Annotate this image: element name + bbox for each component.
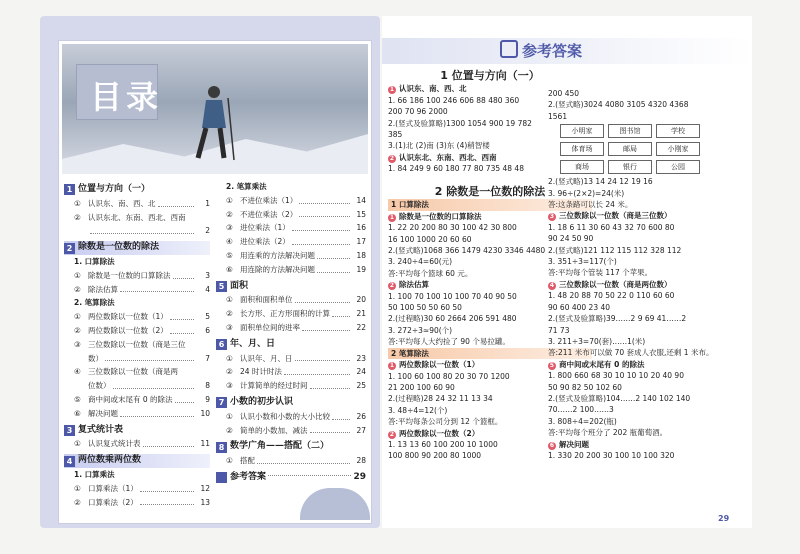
page-ref: 25 xyxy=(356,381,366,391)
toc-item[interactable] xyxy=(216,410,366,424)
toc-section[interactable] xyxy=(64,183,210,197)
answer-line: 70……2 100……3 xyxy=(548,405,614,415)
page-ref: 23 xyxy=(356,353,366,363)
leader-dots xyxy=(105,352,194,362)
section-title: 面积 xyxy=(230,280,249,291)
toc-item[interactable] xyxy=(64,310,210,324)
item-title: 认识年、月、日 xyxy=(240,353,293,363)
answer-topic xyxy=(548,439,748,450)
section-number: 1 xyxy=(64,184,75,195)
answer-line: 90 24 50 90 xyxy=(548,234,594,244)
book-icon xyxy=(500,40,518,58)
item-title: 口算乘法（1） xyxy=(88,483,138,493)
answers-col2 xyxy=(548,88,748,461)
item-title: 认识东、南、西、北 xyxy=(88,198,156,208)
item-marker: ② xyxy=(226,309,233,319)
answer-line: 50 90 82 50 102 60 xyxy=(548,382,622,392)
answer-line: 3.(1)北 (2)南 (3)东 (4)稍智楼 xyxy=(388,141,490,151)
answer-topic xyxy=(548,359,748,370)
topic-number: 3 xyxy=(549,213,555,221)
grid-cell: 邮局 xyxy=(608,142,652,156)
item-marker xyxy=(74,352,88,366)
leader-dots xyxy=(90,224,194,234)
item-marker: ⑤ xyxy=(74,394,81,404)
leader-dots xyxy=(332,307,350,317)
answer-line: 3. 96÷(2×2)=24(米) xyxy=(548,188,625,198)
grid-cell: 学校 xyxy=(656,124,700,138)
section-title: 复式统计表 xyxy=(78,424,124,435)
grid-cell: 银行 xyxy=(608,160,652,174)
item-marker: ② xyxy=(226,425,233,435)
item-title: 两位数除以一位数（1） xyxy=(88,312,168,322)
section-number: 2 xyxy=(64,243,75,254)
answer-line: 1561 xyxy=(548,111,568,121)
toc-item[interactable] xyxy=(64,407,210,421)
toc-item[interactable] xyxy=(64,352,210,366)
answer-line: 2.(竖式略)1068 366 1479 4230 3346 4480 xyxy=(388,246,546,256)
topic-title: 解决问题 xyxy=(559,439,589,449)
answer-line: 答:这条路可以长 24 米。 xyxy=(548,200,633,210)
leader-dots xyxy=(299,194,350,204)
page-ref: 28 xyxy=(356,456,366,466)
item-title: 解决问题 xyxy=(88,408,118,418)
answer-line: 2.(竖式略)13 14 24 12 19 16 xyxy=(548,177,653,187)
toc-item[interactable] xyxy=(216,424,366,438)
leader-dots xyxy=(140,482,194,492)
item-title: 位数） xyxy=(88,381,111,391)
page-ref: 18 xyxy=(356,250,366,260)
leader-dots xyxy=(302,321,350,331)
toc-right-column xyxy=(216,180,366,485)
section-title: 参考答案 xyxy=(230,471,267,482)
page-ref: 29 xyxy=(353,471,366,482)
direction-grid xyxy=(560,124,748,174)
leader-dots xyxy=(332,410,350,420)
item-marker: ① xyxy=(74,198,81,208)
item-title: 面积单位间的进率 xyxy=(240,322,300,332)
answer-line: 答:平均每个班分了 202 瓶葡萄酒。 xyxy=(548,428,668,438)
item-title: 三位数除以一位数（商是两 xyxy=(88,367,178,377)
leader-dots xyxy=(292,235,350,245)
answer-line: 1. 48 20 88 70 50 22 0 110 60 60 xyxy=(548,291,675,301)
page-ref: 27 xyxy=(356,425,366,435)
answer-line: 3. 272÷3≈90(个) xyxy=(388,325,453,335)
item-title: 长方形、正方形面积的计算 xyxy=(240,309,330,319)
grid-cell: 小明家 xyxy=(560,124,604,138)
toc-item[interactable] xyxy=(64,393,210,407)
topic-title: 两位数除以一位数（2） xyxy=(399,428,480,438)
item-marker: ① xyxy=(74,270,81,280)
answer-line: 1. 100 70 100 10 100 70 40 90 50 xyxy=(388,291,517,301)
toc-section[interactable] xyxy=(216,471,366,485)
toc-item[interactable] xyxy=(216,194,366,208)
toc-item[interactable] xyxy=(64,269,210,283)
answer-line: 3. 48÷4=12(个) xyxy=(388,405,448,415)
page-ref: 17 xyxy=(356,237,366,247)
section-number xyxy=(216,472,227,483)
item-marker: ① xyxy=(226,456,233,466)
toc-section[interactable] xyxy=(64,241,210,255)
page-ref: 10 xyxy=(200,408,210,418)
topic-title: 认识东北、东南、西北、西南 xyxy=(399,152,497,162)
grid-cell: 小刚家 xyxy=(656,142,700,156)
item-title: 不进位乘法（1） xyxy=(240,195,298,205)
section-number: 4 xyxy=(64,456,75,467)
leader-dots xyxy=(158,197,195,207)
page-ref: 21 xyxy=(356,309,366,319)
answer-line: 2.(竖式及验算略)1300 1054 900 19 782 xyxy=(388,118,532,128)
answer-line: 100 800 90 200 80 1000 xyxy=(388,451,482,461)
page-ref: 11 xyxy=(200,439,210,449)
leader-dots xyxy=(173,269,195,279)
answer-subsection: 1 口算除法 xyxy=(388,199,592,210)
item-marker: ④ xyxy=(226,237,233,247)
answer-line: 50 100 50 50 60 50 xyxy=(388,303,462,313)
page-ref: 20 xyxy=(356,295,366,305)
answer-line: 200 450 xyxy=(548,89,580,98)
answer-subsection: 2 笔算除法 xyxy=(388,348,592,359)
toc-item[interactable] xyxy=(64,211,210,225)
toc-item[interactable] xyxy=(216,365,366,379)
leader-dots xyxy=(310,379,351,389)
item-title: 商中间或末尾有 0 的除法 xyxy=(88,394,173,404)
toc-item[interactable] xyxy=(216,263,366,277)
item-marker: ② xyxy=(74,497,81,507)
section-number: 6 xyxy=(216,339,227,350)
item-title: 除法估算 xyxy=(88,284,118,294)
answers-title: 参考答案 xyxy=(522,42,583,60)
section-number: 7 xyxy=(216,397,227,408)
page-ref: 2 xyxy=(205,226,210,236)
page-ref: 24 xyxy=(356,367,366,377)
answer-line: 16 100 1000 20 60 60 xyxy=(388,234,472,244)
toc-subheading: 2. 笔算除法 xyxy=(74,298,115,308)
item-marker: ③ xyxy=(74,339,81,349)
topic-title: 除数是一位数的口算除法 xyxy=(399,211,482,221)
toc-item[interactable] xyxy=(64,482,210,496)
leader-dots xyxy=(299,208,350,218)
topic-number: 6 xyxy=(549,441,555,449)
item-marker xyxy=(74,224,88,238)
item-marker: ② xyxy=(74,325,81,335)
answer-line: 385 xyxy=(388,130,403,140)
leader-dots xyxy=(292,221,350,231)
page-ref: 12 xyxy=(200,483,210,493)
section-title: 除数是一位数的除法 xyxy=(78,242,160,253)
toc-subheading: 1. 口算乘法 xyxy=(74,469,115,479)
toc-left-column xyxy=(64,180,210,509)
item-marker: ① xyxy=(74,483,81,493)
answer-topic xyxy=(548,210,748,221)
answer-line: 1. 13 13 60 100 200 10 1000 xyxy=(388,439,498,449)
topic-number: 4 xyxy=(549,281,555,289)
answer-line: 2.(过程略)28 24 32 11 13 34 xyxy=(388,394,493,404)
item-title: 面积和面积单位 xyxy=(240,295,293,305)
leader-dots xyxy=(170,324,194,334)
toc-subheading: 2. 笔算乘法 xyxy=(226,182,267,191)
hiker-figure xyxy=(180,80,240,162)
section-title: 年、月、日 xyxy=(230,338,276,349)
answer-line: 3. 808÷4=202(瓶) xyxy=(548,416,617,426)
toc-item[interactable] xyxy=(64,496,210,510)
answer-line: 1. 18 6 11 30 60 43 32 70 600 80 xyxy=(548,222,675,232)
answer-line: 71 73 xyxy=(548,325,570,335)
item-marker: ① xyxy=(74,312,81,322)
page-number: 29 xyxy=(718,514,730,523)
toc-item[interactable] xyxy=(216,352,366,366)
leader-dots xyxy=(143,437,195,447)
toc-item[interactable] xyxy=(216,249,366,263)
item-title: 认识小数和小数的大小比较 xyxy=(240,411,330,421)
answer-line: 1. 800 660 68 30 10 10 10 20 40 90 xyxy=(548,371,684,381)
answer-line: 1. 84 249 9 60 180 77 80 735 48 48 xyxy=(388,164,524,174)
page-ref: 9 xyxy=(205,394,210,404)
answer-line: 3. 351÷3=117(个) xyxy=(548,257,617,267)
toc-item[interactable] xyxy=(216,307,366,321)
grid-cell: 商场 xyxy=(560,160,604,174)
answer-topic xyxy=(548,279,748,290)
item-title: 数） xyxy=(88,353,103,363)
item-marker: ③ xyxy=(226,381,233,391)
toc-item[interactable] xyxy=(64,365,210,379)
toc-item[interactable] xyxy=(216,235,366,249)
item-title: 三位数除以一位数（商是三位 xyxy=(88,339,186,349)
section-title: 位置与方向（一） xyxy=(78,184,151,194)
answer-line: 90 60 400 23 40 xyxy=(548,302,611,312)
answer-heading: 2 除数是一位数的除法 xyxy=(434,185,546,198)
leader-dots xyxy=(113,379,195,389)
item-title: 进位乘法（2） xyxy=(240,237,290,247)
leader-dots xyxy=(310,424,351,434)
item-title: 搭配 xyxy=(240,456,255,466)
topic-number: 1 xyxy=(389,362,395,370)
toc-item[interactable] xyxy=(216,221,366,235)
page-ref: 26 xyxy=(356,411,366,421)
item-title: 两位数除以一位数（2） xyxy=(88,325,168,335)
answer-line: 2.(竖式及验算略)104……2 140 102 140 xyxy=(548,393,691,403)
page-ref: 8 xyxy=(205,381,210,391)
leader-dots xyxy=(284,365,350,375)
answer-line: 1. 22 20 200 80 30 100 42 30 800 xyxy=(388,223,517,233)
toc-subheading: 1. 口算除法 xyxy=(74,256,115,266)
toc-item[interactable] xyxy=(216,321,366,335)
topic-title: 除法估算 xyxy=(399,280,429,290)
grid-cell: 体育场 xyxy=(560,142,604,156)
page-ref: 22 xyxy=(356,322,366,332)
answer-line: 2.(竖式略)121 112 115 112 328 112 xyxy=(548,245,682,255)
answer-heading: 1 位置与方向（一） xyxy=(440,69,540,82)
toc-item[interactable] xyxy=(216,379,366,393)
leader-dots xyxy=(268,475,351,476)
item-marker: ① xyxy=(226,195,233,205)
toc-item[interactable] xyxy=(64,437,210,451)
leader-dots xyxy=(295,293,351,303)
page-ref: 5 xyxy=(205,312,210,322)
answer-line: 200 70 96 2000 xyxy=(388,107,448,117)
page-ref: 4 xyxy=(205,284,210,294)
toc-section[interactable] xyxy=(64,454,210,468)
section-number: 8 xyxy=(216,442,227,453)
item-marker: ① xyxy=(226,411,233,421)
leader-dots xyxy=(317,249,350,259)
answer-line: 1. 66 186 100 246 606 88 480 360 xyxy=(388,95,520,105)
item-title: 不进位乘法（2） xyxy=(240,209,298,219)
page-ref: 13 xyxy=(200,497,210,507)
toc-item[interactable] xyxy=(216,293,366,307)
topic-number: 2 xyxy=(389,154,395,162)
answer-line: 答:平均每个管装 117 个苹果。 xyxy=(548,268,653,278)
item-marker: ⑥ xyxy=(74,408,81,418)
page-ref: 6 xyxy=(205,325,210,335)
answer-line: 答:211 米布可以做 70 套成人衣服,还剩 1 米布。 xyxy=(548,348,714,358)
toc-item[interactable] xyxy=(64,283,210,297)
grid-cell: 图书馆 xyxy=(608,124,652,138)
answer-line: 答:平均每个篮球 60 元。 xyxy=(388,268,473,278)
item-title: 用连除的方法解决问题 xyxy=(240,264,315,274)
toc-section[interactable] xyxy=(216,396,366,410)
page-ref: 1 xyxy=(205,198,210,208)
answer-line: 1. 100 60 100 80 20 30 70 1200 xyxy=(388,371,510,381)
item-title: 除数是一位数的口算除法 xyxy=(88,270,171,280)
topic-number: 2 xyxy=(389,282,395,290)
grid-cell: 公园 xyxy=(656,160,700,174)
toc-section[interactable] xyxy=(216,280,366,294)
item-title: 用连乘的方法解决问题 xyxy=(240,250,315,260)
leader-dots xyxy=(295,352,351,362)
item-title: 24 时计时法 xyxy=(240,367,282,377)
toc-section[interactable] xyxy=(216,440,366,454)
section-number: 3 xyxy=(64,425,75,436)
topic-title: 两位数除以一位数（1） xyxy=(399,360,480,370)
answer-line: 1. 330 20 200 30 100 10 100 320 xyxy=(548,450,675,460)
page-ref: 19 xyxy=(356,264,366,274)
answer-line: 3. 240÷4=60(元) xyxy=(388,257,453,267)
topic-title: 三位数除以一位数（商是三位数） xyxy=(559,211,672,221)
item-marker: ③ xyxy=(226,322,233,332)
item-marker: ② xyxy=(226,367,233,377)
leader-dots xyxy=(317,263,350,273)
section-number: 5 xyxy=(216,281,227,292)
item-marker: ② xyxy=(226,209,233,219)
item-title: 计算简单的经过时间 xyxy=(240,381,308,391)
toc-item[interactable] xyxy=(64,338,210,352)
item-marker: ② xyxy=(74,212,81,222)
answer-line: 21 200 100 60 90 xyxy=(388,382,455,392)
page-ref: 14 xyxy=(356,195,366,205)
toc-item[interactable] xyxy=(64,224,210,238)
toc-item[interactable] xyxy=(64,379,210,393)
leader-dots xyxy=(170,310,194,320)
topic-number: 5 xyxy=(549,361,555,369)
section-title: 小数的初步认识 xyxy=(230,396,294,407)
page-ref: 3 xyxy=(205,270,210,280)
answer-line: 答:平均每条公司分到 12 个篮框。 xyxy=(388,417,503,427)
leader-dots xyxy=(175,393,194,403)
page-ref: 16 xyxy=(356,223,366,233)
topic-title: 认识东、南、西、北 xyxy=(399,84,467,94)
topic-title: 三位数除以一位数（商是两位数） xyxy=(559,279,672,289)
answer-line: 2.(竖式略)3024 4080 3105 4320 4368 xyxy=(548,100,689,110)
item-marker: ⑥ xyxy=(226,264,233,274)
item-title: 认识复式统计表 xyxy=(88,439,141,449)
leader-dots xyxy=(140,496,194,506)
item-marker: ① xyxy=(74,439,81,449)
answer-line: 答:平均每人大约捡了 90 个易拉罐。 xyxy=(388,337,510,347)
topic-title: 商中间或末尾有 0 的除法 xyxy=(559,359,645,369)
item-marker: ① xyxy=(226,353,233,363)
item-title: 口算乘法（2） xyxy=(88,497,138,507)
toc-section[interactable] xyxy=(64,424,210,438)
item-title: 进位乘法（1） xyxy=(240,223,290,233)
item-marker: ④ xyxy=(74,367,81,377)
section-title: 数学广角——搭配（二） xyxy=(230,441,330,452)
toc-title: 目录 xyxy=(90,78,163,116)
toc-item[interactable] xyxy=(216,454,366,468)
leader-dots xyxy=(120,283,194,293)
topic-number: 1 xyxy=(389,86,395,94)
answer-line: 2.(过程略)30 60 2664 206 591 480 xyxy=(388,314,517,324)
leader-dots xyxy=(257,454,350,464)
item-marker: ① xyxy=(226,295,233,305)
toc-section[interactable] xyxy=(216,338,366,352)
item-title: 认识东北、东南、西北、西南 xyxy=(88,212,186,222)
toc-item[interactable] xyxy=(216,208,366,222)
topic-number: 2 xyxy=(389,430,395,438)
toc-item[interactable] xyxy=(64,324,210,338)
item-marker: ② xyxy=(74,284,81,294)
leader-dots xyxy=(120,407,194,417)
topic-number: 1 xyxy=(389,213,395,221)
item-marker: ③ xyxy=(226,223,233,233)
answer-line: 2.(竖式及验算略)39……2 9 69 41……2 xyxy=(548,314,687,324)
page-ref: 7 xyxy=(205,353,210,363)
page-ref: 15 xyxy=(356,209,366,219)
toc-item[interactable] xyxy=(64,197,210,211)
item-marker: ⑤ xyxy=(226,250,233,260)
item-title: 简单的小数加、减法 xyxy=(240,425,308,435)
section-title: 两位数乘两位数 xyxy=(78,455,142,466)
answer-line: 3. 211÷3=70(套)……1(米) xyxy=(548,336,646,346)
item-marker xyxy=(74,379,88,393)
